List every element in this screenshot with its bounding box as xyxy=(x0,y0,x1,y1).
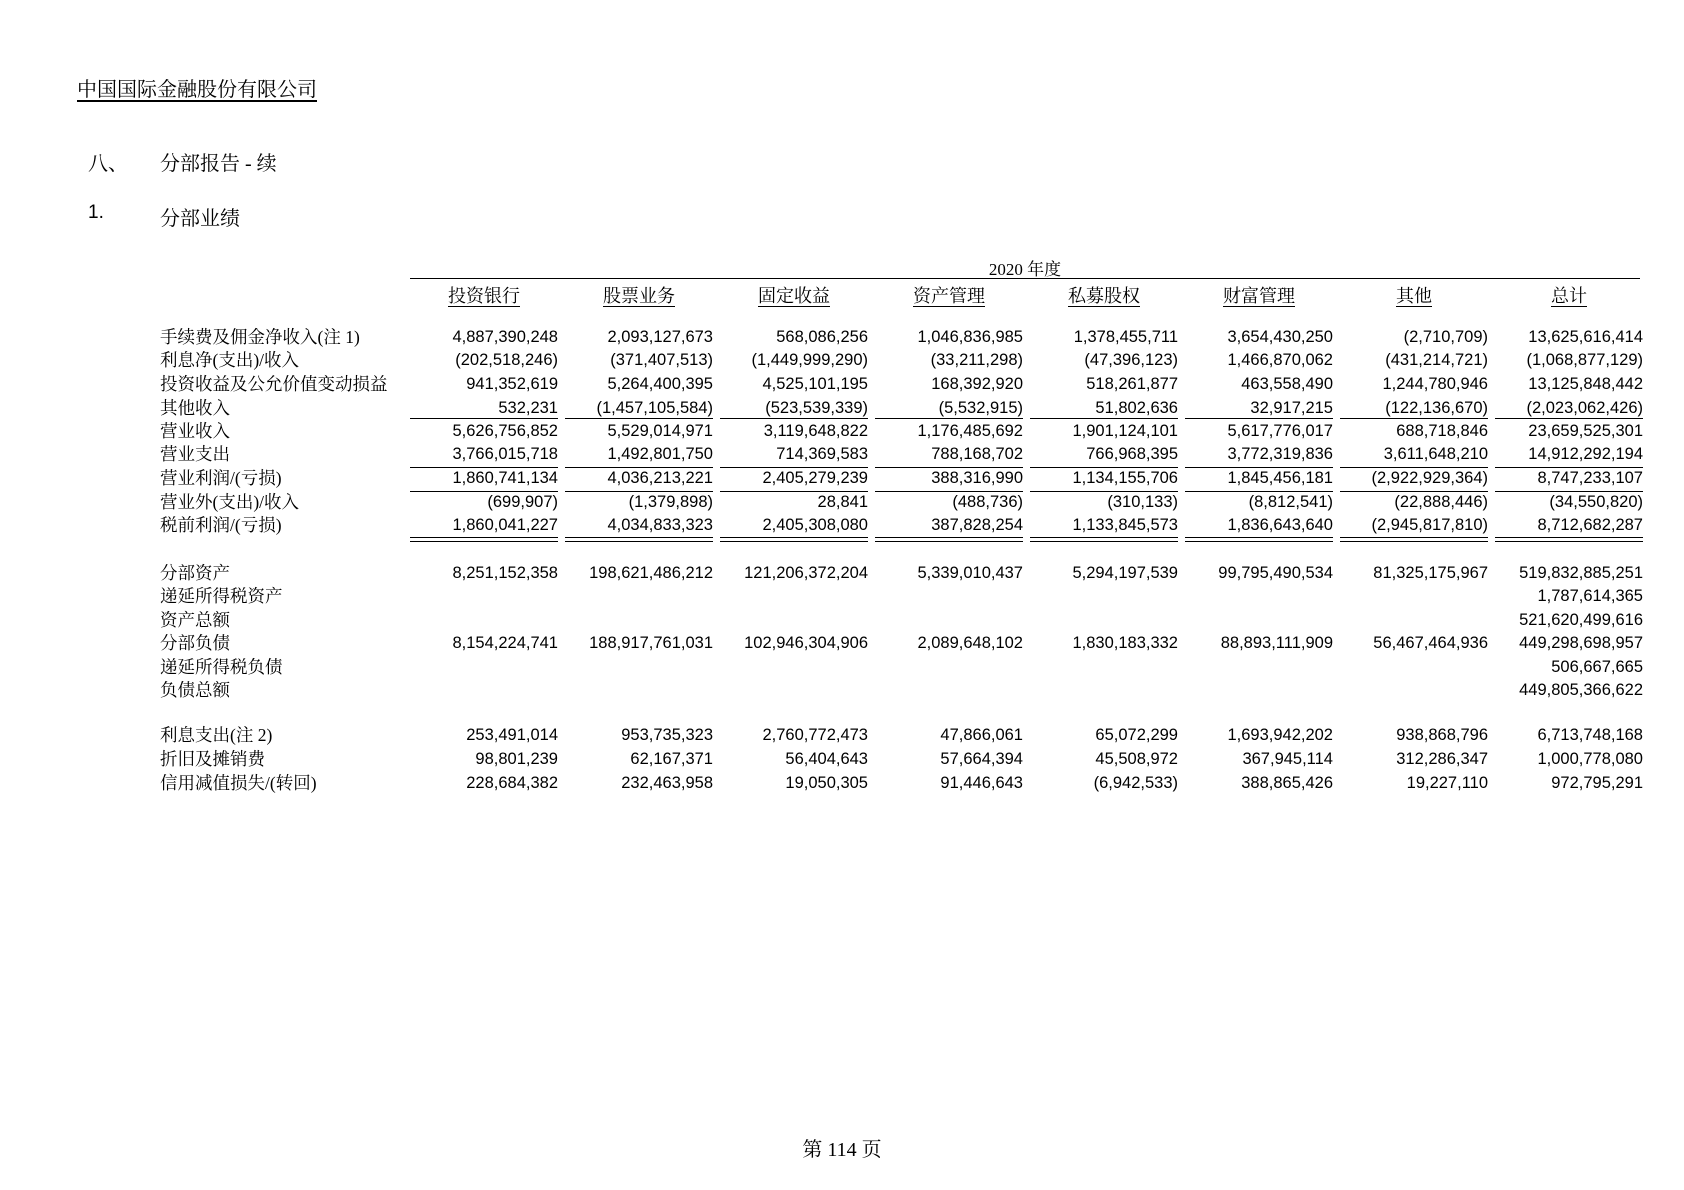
table-cell: 253,491,014 xyxy=(466,726,558,744)
subtotal-rule xyxy=(1340,491,1488,492)
column-header xyxy=(875,282,1023,308)
table-cell: 2,089,648,102 xyxy=(917,634,1023,652)
subtotal-rule xyxy=(1495,467,1643,468)
table-cell: 449,805,366,622 xyxy=(1519,681,1643,699)
subtotal-rule xyxy=(410,467,558,468)
table-cell: 5,339,010,437 xyxy=(917,564,1023,582)
table-cell: 972,795,291 xyxy=(1551,774,1643,792)
table-cell: 88,893,111,909 xyxy=(1220,634,1333,652)
table-cell: (8,812,541) xyxy=(1248,493,1333,511)
table-cell: (1,449,999,290) xyxy=(751,351,868,369)
table-cell: (202,518,246) xyxy=(455,351,558,369)
table-cell: 1,244,780,946 xyxy=(1382,375,1488,393)
subtotal-rule xyxy=(1495,491,1643,492)
table-cell: 57,664,394 xyxy=(940,750,1023,768)
column-header-label: 股票业务 xyxy=(603,286,675,306)
subtotal-rule xyxy=(1185,491,1333,492)
table-cell: 2,760,772,473 xyxy=(762,726,868,744)
table-cell: 367,945,114 xyxy=(1242,750,1333,768)
table-cell: 688,718,846 xyxy=(1396,422,1488,440)
subtotal-rule xyxy=(1185,418,1333,419)
table-cell: 228,684,382 xyxy=(466,774,558,792)
table-cell: 56,467,464,936 xyxy=(1373,634,1488,652)
table-cell: 51,802,636 xyxy=(1095,399,1178,417)
table-cell: 1,845,456,181 xyxy=(1227,469,1333,487)
row-label: 负债总额 xyxy=(160,680,230,700)
subtotal-rule xyxy=(1495,418,1643,419)
column-header xyxy=(410,282,558,308)
table-cell: 4,034,833,323 xyxy=(607,516,713,534)
row-label: 分部资产 xyxy=(160,563,230,583)
table-cell: (2,710,709) xyxy=(1403,328,1488,346)
table-cell: 5,626,756,852 xyxy=(452,422,558,440)
table-cell: 102,946,304,906 xyxy=(744,634,868,652)
table-cell: 714,369,583 xyxy=(776,445,868,463)
table-cell: (1,457,105,584) xyxy=(596,399,713,417)
table-cell: 521,620,499,616 xyxy=(1519,611,1643,629)
table-cell: 1,836,643,640 xyxy=(1227,516,1333,534)
column-header-label: 私募股权 xyxy=(1068,286,1140,306)
table-cell: 5,529,014,971 xyxy=(607,422,713,440)
table-cell: (488,736) xyxy=(952,493,1023,511)
total-double-rule xyxy=(1495,537,1643,542)
row-label: 营业支出 xyxy=(160,444,230,464)
table-cell: 568,086,256 xyxy=(776,328,868,346)
table-cell: 5,617,776,017 xyxy=(1227,422,1333,440)
subtotal-rule xyxy=(1030,467,1178,468)
table-cell: 312,286,347 xyxy=(1396,750,1488,768)
table-cell: 5,264,400,395 xyxy=(607,375,713,393)
total-double-rule xyxy=(1030,537,1178,542)
table-cell: (310,133) xyxy=(1107,493,1178,511)
table-cell: (6,942,533) xyxy=(1093,774,1178,792)
subtotal-rule xyxy=(875,467,1023,468)
table-cell: 3,766,015,718 xyxy=(452,445,558,463)
column-header-label: 资产管理 xyxy=(913,286,985,306)
subtotal-rule xyxy=(875,418,1023,419)
total-double-rule xyxy=(1340,537,1488,542)
table-cell: 8,712,682,287 xyxy=(1537,516,1643,534)
table-cell: 5,294,197,539 xyxy=(1072,564,1178,582)
row-label: 分部负债 xyxy=(160,633,230,653)
subtotal-rule xyxy=(565,491,713,492)
column-header xyxy=(1340,282,1488,308)
table-cell: 788,168,702 xyxy=(931,445,1023,463)
row-label: 营业利润/(亏损) xyxy=(160,468,282,488)
table-cell: 232,463,958 xyxy=(621,774,713,792)
table-cell: 32,917,215 xyxy=(1250,399,1333,417)
table-cell: 81,325,175,967 xyxy=(1373,564,1488,582)
table-cell: 1,787,614,365 xyxy=(1537,587,1643,605)
period-rule xyxy=(410,278,1640,279)
table-cell: (1,379,898) xyxy=(628,493,713,511)
row-label: 手续费及佣金净收入(注 1) xyxy=(160,327,360,347)
page-number: 第 114 页 xyxy=(802,1139,882,1161)
table-cell: 23,659,525,301 xyxy=(1528,422,1643,440)
row-label: 其他收入 xyxy=(160,398,230,418)
table-cell: 121,206,372,204 xyxy=(744,564,868,582)
subtotal-rule xyxy=(875,491,1023,492)
table-cell: (371,407,513) xyxy=(610,351,713,369)
table-cell: 13,125,848,442 xyxy=(1528,375,1643,393)
table-cell: 518,261,877 xyxy=(1086,375,1178,393)
table-cell: 532,231 xyxy=(498,399,558,417)
table-cell: (1,068,877,129) xyxy=(1526,351,1643,369)
subsection-number: 1. xyxy=(88,202,104,223)
column-header xyxy=(720,282,868,308)
table-cell: (33,211,298) xyxy=(930,351,1023,369)
table-cell: 47,866,061 xyxy=(940,726,1023,744)
table-period: 2020 年度 xyxy=(988,260,1062,279)
column-header xyxy=(565,282,713,308)
row-label: 递延所得税负债 xyxy=(160,657,283,677)
column-header-label: 投资银行 xyxy=(448,286,520,306)
table-cell: 953,735,323 xyxy=(621,726,713,744)
table-cell: 65,072,299 xyxy=(1095,726,1178,744)
subtotal-rule xyxy=(565,467,713,468)
section-number: 八、 xyxy=(88,153,128,175)
subtotal-rule xyxy=(1030,418,1178,419)
row-label: 信用减值损失/(转回) xyxy=(160,773,317,793)
table-cell: 99,795,490,534 xyxy=(1218,564,1333,582)
table-cell: 1,378,455,711 xyxy=(1073,328,1178,346)
row-label: 利息支出(注 2) xyxy=(160,725,273,745)
subtotal-rule xyxy=(1185,467,1333,468)
table-cell: (699,907) xyxy=(487,493,558,511)
subtotal-rule xyxy=(1340,467,1488,468)
subtotal-rule xyxy=(410,418,558,419)
column-header xyxy=(1495,282,1643,308)
table-cell: 28,841 xyxy=(817,493,868,511)
column-header-label: 财富管理 xyxy=(1223,286,1295,306)
table-cell: (5,532,915) xyxy=(938,399,1023,417)
row-label: 资产总额 xyxy=(160,610,230,630)
table-cell: 506,667,665 xyxy=(1551,658,1643,676)
total-double-rule xyxy=(1185,537,1333,542)
total-double-rule xyxy=(720,537,868,542)
table-cell: (431,214,721) xyxy=(1385,351,1488,369)
table-cell: 2,405,308,080 xyxy=(762,516,868,534)
table-cell: 1,492,801,750 xyxy=(607,445,713,463)
table-cell: 941,352,619 xyxy=(466,375,558,393)
row-label: 递延所得税资产 xyxy=(160,586,283,606)
table-cell: 1,860,741,134 xyxy=(452,469,558,487)
table-cell: 519,832,885,251 xyxy=(1519,564,1643,582)
company-name: 中国国际金融股份有限公司 xyxy=(77,79,317,101)
table-cell: (47,396,123) xyxy=(1084,351,1178,369)
table-cell: 188,917,761,031 xyxy=(589,634,713,652)
subtotal-rule xyxy=(720,467,868,468)
table-cell: 98,801,239 xyxy=(475,750,558,768)
table-cell: 1,901,124,101 xyxy=(1072,422,1178,440)
column-header xyxy=(1030,282,1178,308)
table-cell: 56,404,643 xyxy=(785,750,868,768)
total-double-rule xyxy=(410,537,558,542)
table-cell: 388,865,426 xyxy=(1241,774,1333,792)
table-cell: 19,050,305 xyxy=(785,774,868,792)
column-header-label: 总计 xyxy=(1551,286,1587,306)
table-cell: 4,887,390,248 xyxy=(452,328,558,346)
table-cell: 388,316,990 xyxy=(931,469,1023,487)
table-cell: (2,945,817,810) xyxy=(1371,516,1488,534)
table-cell: 3,772,319,836 xyxy=(1227,445,1333,463)
table-cell: 62,167,371 xyxy=(630,750,713,768)
table-cell: 14,912,292,194 xyxy=(1528,445,1643,463)
subtotal-rule xyxy=(1030,491,1178,492)
subtotal-rule xyxy=(720,491,868,492)
table-cell: 1,176,485,692 xyxy=(917,422,1023,440)
table-cell: 766,968,395 xyxy=(1086,445,1178,463)
column-header-label: 固定收益 xyxy=(758,286,830,306)
table-cell: 13,625,616,414 xyxy=(1528,328,1643,346)
table-cell: (2,922,929,364) xyxy=(1371,469,1488,487)
row-label: 折旧及摊销费 xyxy=(160,749,265,769)
column-header xyxy=(1185,282,1333,308)
table-cell: (523,539,339) xyxy=(765,399,868,417)
subtotal-rule xyxy=(565,418,713,419)
table-cell: 449,298,698,957 xyxy=(1519,634,1643,652)
table-cell: 1,860,041,227 xyxy=(452,516,558,534)
table-cell: 19,227,110 xyxy=(1406,774,1488,792)
table-cell: (2,023,062,426) xyxy=(1526,399,1643,417)
table-cell: 463,558,490 xyxy=(1241,375,1333,393)
table-cell: 4,036,213,221 xyxy=(607,469,713,487)
table-cell: (34,550,820) xyxy=(1549,493,1643,511)
table-cell: 2,093,127,673 xyxy=(607,328,713,346)
table-cell: 1,046,836,985 xyxy=(917,328,1023,346)
subtotal-rule xyxy=(1340,418,1488,419)
table-cell: (22,888,446) xyxy=(1394,493,1488,511)
table-cell: 3,611,648,210 xyxy=(1383,445,1488,463)
subtotal-rule xyxy=(720,418,868,419)
table-cell: 8,251,152,358 xyxy=(452,564,558,582)
table-cell: 168,392,920 xyxy=(931,375,1023,393)
table-cell: 387,828,254 xyxy=(931,516,1023,534)
table-cell: 6,713,748,168 xyxy=(1537,726,1643,744)
table-cell: 198,621,486,212 xyxy=(589,564,713,582)
row-label: 利息净(支出)/收入 xyxy=(160,350,300,370)
table-cell: 1,134,155,706 xyxy=(1072,469,1178,487)
table-cell: 3,654,430,250 xyxy=(1227,328,1333,346)
table-cell: 1,133,845,573 xyxy=(1072,516,1178,534)
table-cell: 45,508,972 xyxy=(1095,750,1178,768)
table-cell: 2,405,279,239 xyxy=(762,469,868,487)
table-cell: 8,154,224,741 xyxy=(452,634,558,652)
table-cell: 91,446,643 xyxy=(940,774,1023,792)
row-label: 投资收益及公允价值变动损益 xyxy=(160,374,388,394)
table-cell: 1,466,870,062 xyxy=(1227,351,1333,369)
table-cell: (122,136,670) xyxy=(1385,399,1488,417)
table-cell: 938,868,796 xyxy=(1396,726,1488,744)
subsection-title: 分部业绩 xyxy=(160,208,240,230)
total-double-rule xyxy=(875,537,1023,542)
table-cell: 8,747,233,107 xyxy=(1537,469,1643,487)
row-label: 营业外(支出)/收入 xyxy=(160,492,300,512)
subtotal-rule xyxy=(410,491,558,492)
table-cell: 1,830,183,332 xyxy=(1072,634,1178,652)
column-header-label: 其他 xyxy=(1396,286,1432,306)
row-label: 营业收入 xyxy=(160,421,230,441)
section-title: 分部报告 - 续 xyxy=(160,153,277,175)
table-cell: 3,119,648,822 xyxy=(763,422,868,440)
row-label: 税前利润/(亏损) xyxy=(160,515,282,535)
table-cell: 1,693,942,202 xyxy=(1227,726,1333,744)
total-double-rule xyxy=(565,537,713,542)
table-cell: 1,000,778,080 xyxy=(1537,750,1643,768)
table-cell: 4,525,101,195 xyxy=(762,375,868,393)
